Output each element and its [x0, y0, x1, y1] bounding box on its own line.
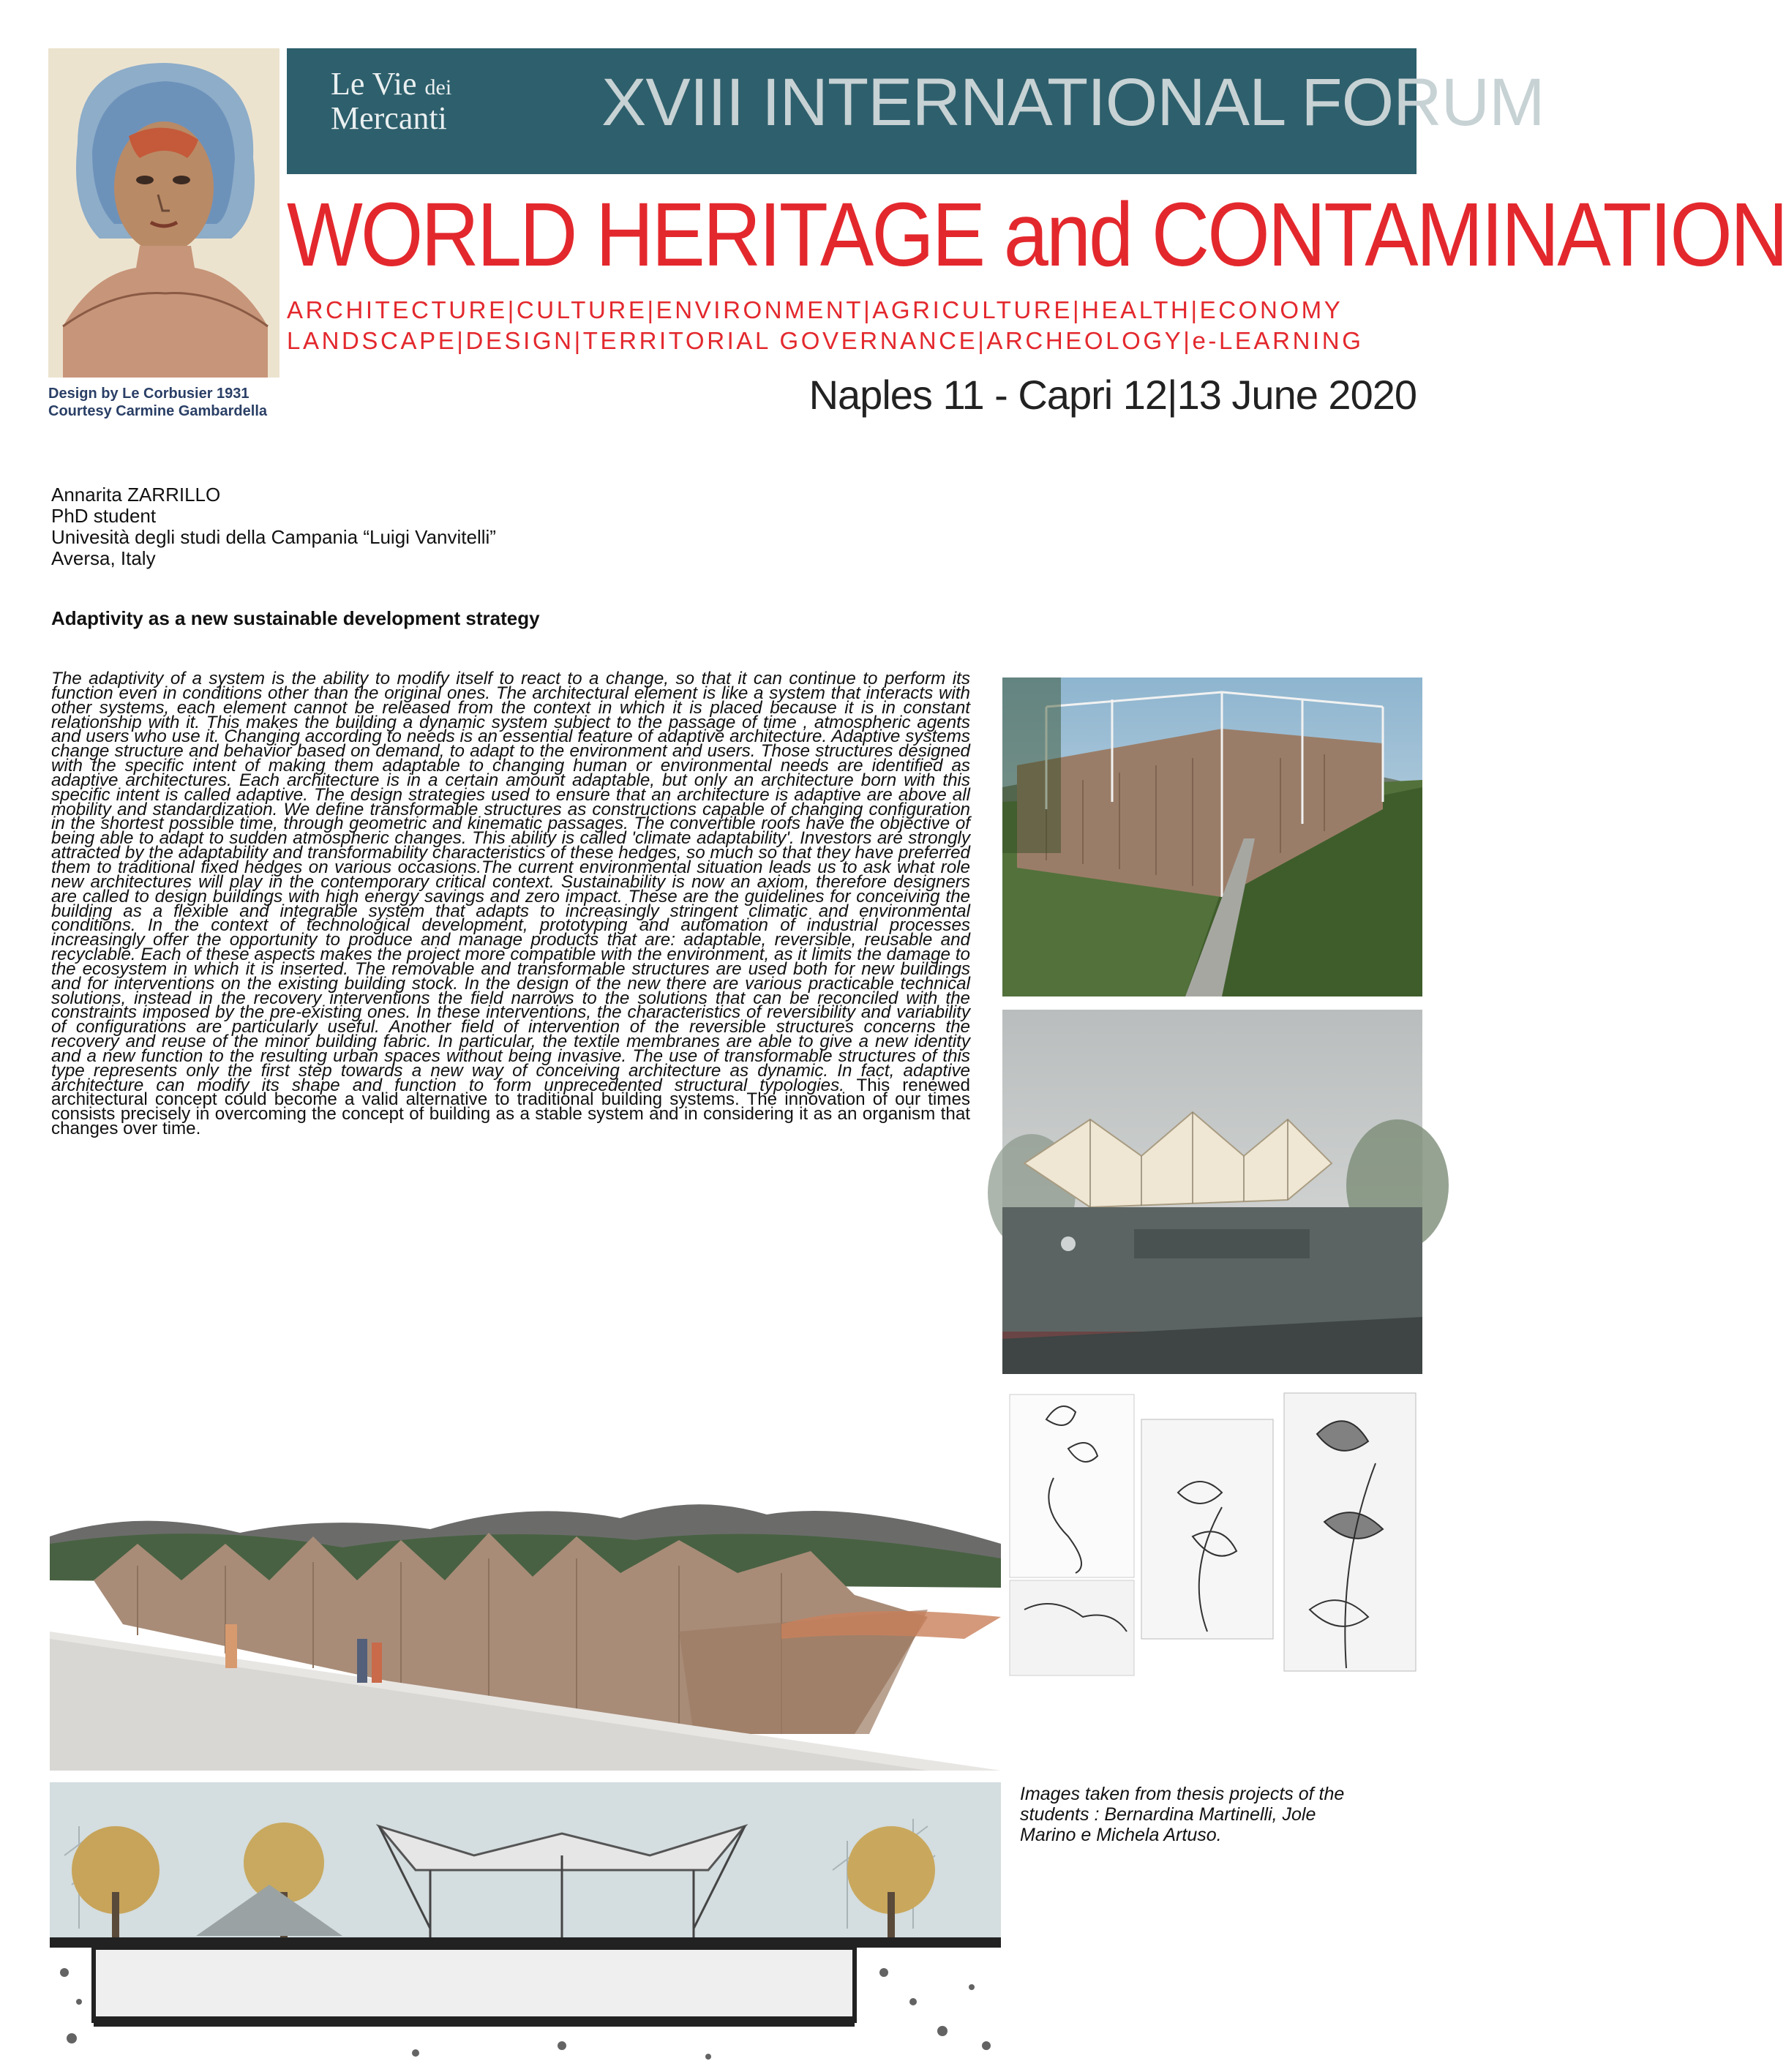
- le-vie-dei-mercanti-logo: [331, 66, 452, 136]
- conference-main-title: WORLD HERITAGE and CONTAMINATION: [287, 184, 1786, 285]
- author-name: Annarita ZARRILLO: [51, 484, 221, 506]
- author-university: Univesità degli studi della Campania “Luigi Vanvitelli”: [51, 526, 496, 548]
- brand-vie: Vie: [372, 66, 417, 102]
- author-block: [51, 484, 496, 569]
- topics-line-1: ARCHITECTURE|CULTURE|ENVIRONMENT|AGRICULTURE|HEALTH|ECONOMY: [287, 296, 1343, 323]
- conference-dates: Naples 11 - Capri 12|13 June 2020: [808, 372, 1417, 418]
- forum-banner: [287, 48, 1545, 174]
- abstract-upright: This renewed architectural concept could become a valid alternative to traditional building systems. The innovation of our times consists precisely in overcoming the concept of building as a stable system and in considering it as an organism that changes over time.: [51, 1075, 970, 1139]
- brand-mercanti: Mercanti: [331, 100, 447, 136]
- leaf-sketches-image: [1002, 1390, 1422, 1681]
- author-location: Aversa, Italy: [51, 547, 156, 569]
- forum-title: XVIII INTERNATIONAL FORUM: [601, 65, 1545, 140]
- adaptive-roof-render-image: [1002, 677, 1422, 996]
- le-corbusier-portrait-image: [48, 48, 279, 378]
- portrait-credit: [48, 385, 297, 420]
- portrait-credit-line1: Design by Le Corbusier 1931: [48, 386, 249, 402]
- image-caption: Images taken from thesis projects of the students : Bernardina Martinelli, Jole Marino e Michela Artuso.: [1020, 1784, 1345, 1845]
- canopy-section-drawing-image: [50, 1782, 1001, 2072]
- author-role: PhD student: [51, 505, 157, 527]
- brand-le: Le: [331, 66, 365, 102]
- adaptive-village-panorama-render-image: [50, 1493, 1001, 1771]
- abstract-text: [51, 669, 970, 1453]
- abstract-italic: The adaptivity of a system is the ability to modify itself to react to a change, so that it can continue to perform its function even in conditions other than the original ones. The architectural element is like a system that interacts with other systems, each element cannot be released from the context in which it is placed because it is in constant relationship with it. This makes the building a dynamic system subject to the passage of time , atmospheric agents and users who use it. Changing according to needs is an essential feature of adaptive architecture. Adaptive systems change structure and behavior based on demand, to adapt to the environment and users. Those structures designed with the specific intent of making them adaptable to changing human or environmental needs are identified as adaptive architectures. Each architecture is in a certain amount adaptable, but only an architecture born with this specific intent is called adaptive. The design strategies used to ensure that an architecture is adaptive are above all mobility and standardization. We define transformable structures as constructions capable of changing configuration in the shortest possible time, through geometric and kinematic passages. The convertible roofs have the objective of being able to adapt to sudden atmospheric changes. This ability is called 'climate adaptability'. Investors are strongly attracted by the adaptability and transformability characteristics of these hedges, so much so that they have preferred them to traditional fixed hedges on various occasions.The current environmental situation leads us to ask what role new architectures will play in the contemporary critical context. Sustainability is now an axiom, therefore designers are called to design buildings with high energy savings and zero impact. These are the guidelines for conceiving the building as a flexible and integrable system that adapts to increasingly stringent climatic and environmental conditions. In the context of technological development, prototyping and automation of industrial processes increasingly offer the opportunity to produce and manage products that are: adaptable, reversible, reusable and recyclable. Each of these aspects makes the project more compatible with the environment, as it limits the damage to the ecosystem in which it is inserted. The removable and transformable structures are used both for new buildings and for interventions on the existing building stock. In the design of the new there are various practicable technical solutions, instead in the recovery interventions the field narrows to the solutions that can be reconciled with the constraints imposed by the pre-existing ones. In these interventions, the characteristics of reversibility and variability of configurations are particularly useful. Another field of intervention of the reversible structures concerns the recovery and reuse of the minor building fabric. In particular, the textile membranes are able to give a new identity and a new function to the resulting urban spaces without being invasive. The use of transformable structures of this type represents only the first step towards a new way of conceiving architecture as dynamic. In fact, adaptive architecture can modify its shape and function to form unprecedented structural typologies.: [51, 669, 970, 1095]
- topics-line-2: LANDSCAPE|DESIGN|TERRITORIAL GOVERNANCE|ARCHEOLOGY|e-LEARNING: [287, 327, 1364, 354]
- textile-canopy-render-image: [1002, 1010, 1422, 1374]
- portrait-credit-line2: Courtesy Carmine Gambardella: [48, 403, 267, 419]
- brand-dei: dei: [424, 75, 452, 100]
- paper-title: Adaptivity as a new sustainable development strategy: [51, 607, 540, 629]
